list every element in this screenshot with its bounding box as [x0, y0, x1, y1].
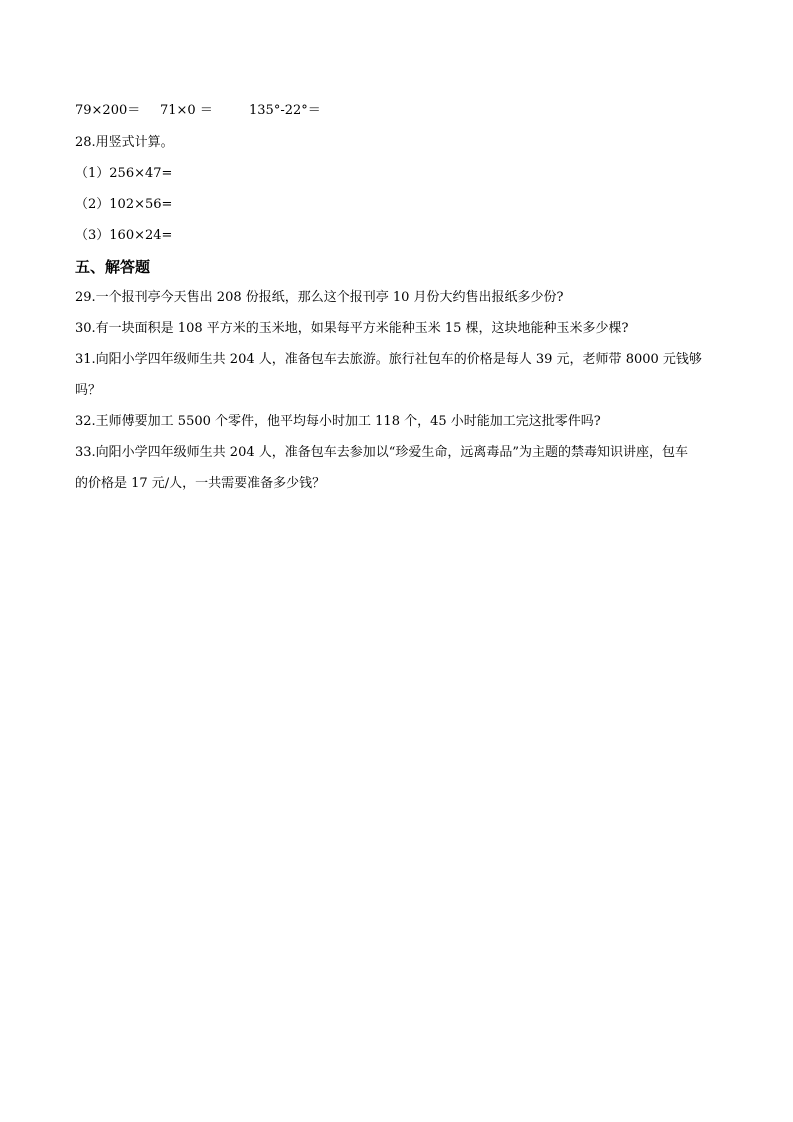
question-28-prompt: 28.用竖式计算。 — [75, 135, 174, 150]
question-28-item-1: （1）256×47= — [75, 166, 173, 181]
oral-calc-item-1: 79×200＝ — [75, 103, 141, 118]
question-33-line-2: 的价格是 17 元/人，一共需要准备多少钱？ — [75, 476, 326, 491]
question-29: 29.一个报刊亭今天售出 208 份报纸，那么这个报刊亭 10 月份大约售出报纸多少份? — [75, 290, 564, 305]
question-32: 32.王师傅要加工 5500 个零件，他平均每小时加工 118 个，45 小时能加工完这批零件吗? — [75, 414, 601, 429]
section-title: 五、解答题 — [75, 258, 151, 276]
oral-calc-item-2: 71×0 ＝ — [160, 103, 213, 118]
question-28-item-2: （2）102×56= — [75, 197, 173, 212]
oral-calculation-row — [75, 101, 715, 121]
question-31-line-1: 31.向阳小学四年级师生共 204 人，准备包车去旅游。旅行社包车的价格是每人 39 元，老师带 8000 元钱够 — [75, 352, 702, 367]
question-30: 30.有一块面积是 108 平方米的玉米地，如果每平方米能种玉米 15 棵，这块地能种玉米多少棵? — [75, 321, 629, 336]
question-28-item-3: （3）160×24= — [75, 228, 173, 243]
question-33-line-1: 33.向阳小学四年级师生共 204 人，准备包车去参加以“珍爱生命，远离毒品”为主题的禁毒知识讲座，包车 — [75, 445, 689, 460]
oral-calc-item-3: 135°-22°＝ — [249, 103, 321, 118]
question-31-line-2: 吗？ — [75, 383, 102, 398]
